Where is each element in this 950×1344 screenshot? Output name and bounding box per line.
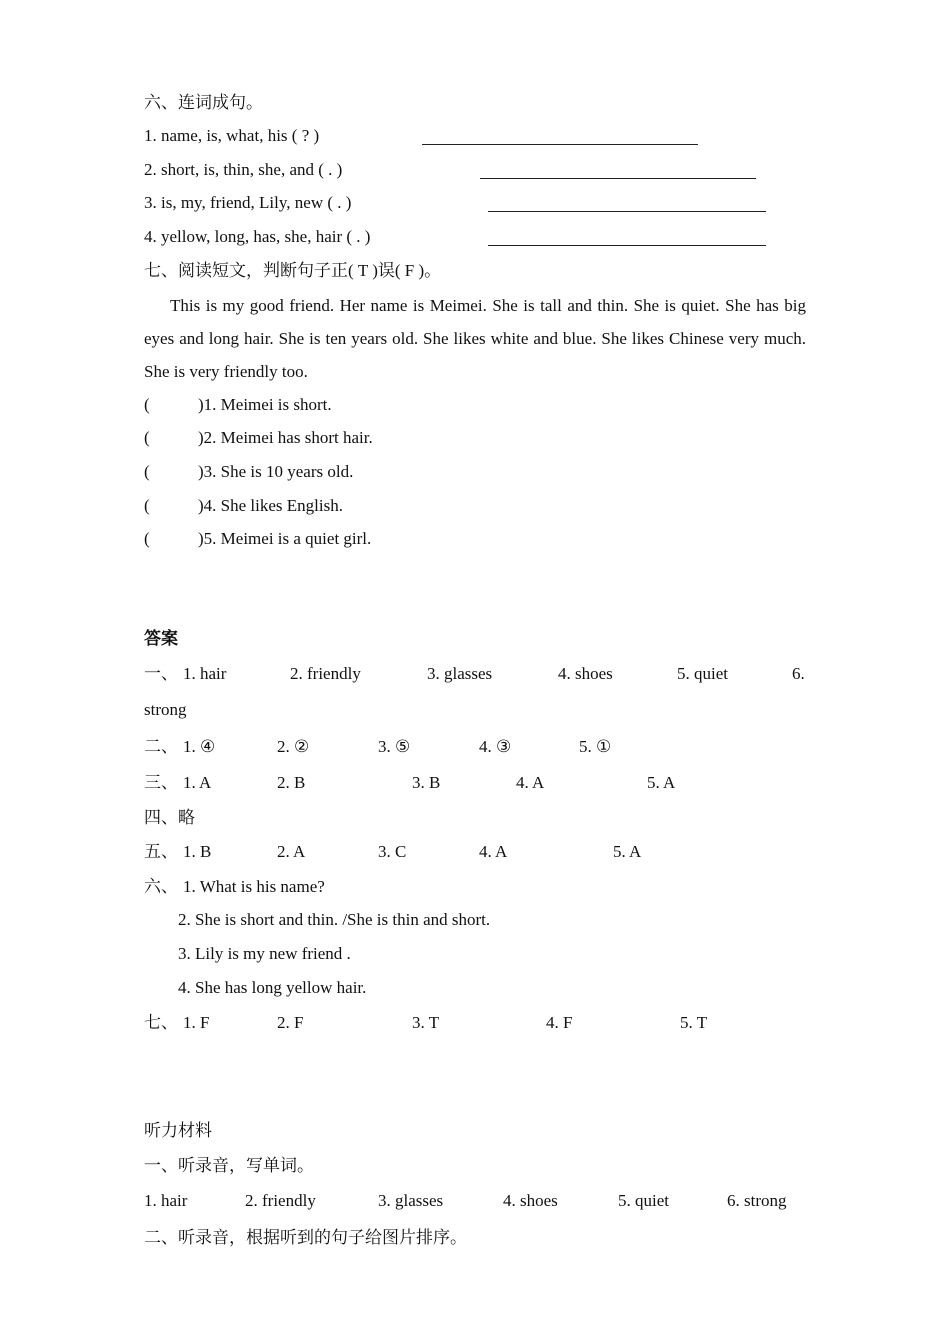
listening-word: 6. strong: [727, 1191, 787, 1210]
answer-1-wrap: strong: [144, 700, 187, 719]
section6-heading: 六、连词成句。: [144, 93, 263, 112]
answer-2-item: 3. ⑤: [378, 737, 411, 756]
sec6-item-4: 4. yellow, long, has, she, hair ( . ): [144, 227, 371, 246]
judge-item-4: )4. She likes English.: [198, 496, 343, 515]
listening-word: 4. shoes: [503, 1191, 558, 1210]
listening-word: 1. hair: [144, 1191, 188, 1210]
listening-word: 3. glasses: [378, 1191, 444, 1210]
answer-4: 四、略: [144, 808, 195, 827]
answer-6-line: 1. What is his name?: [183, 877, 325, 896]
sec6-item-2: 2. short, is, thin, she, and ( . ): [144, 160, 343, 179]
answer-5-item: 1. B: [183, 842, 212, 861]
answer-3-item: 3. B: [412, 773, 441, 792]
answer-7-item: 1. F: [183, 1013, 210, 1032]
answer-3-item: 5. A: [647, 773, 676, 792]
judge-item-5: )5. Meimei is a quiet girl.: [198, 529, 372, 548]
answer-5-item: 2. A: [277, 842, 306, 861]
section7-heading: 七、阅读短文，判断句子正( T )误( F )。: [144, 261, 442, 280]
answer-7-item: 3. T: [412, 1013, 440, 1032]
answer-2-prefix: 二、: [144, 737, 178, 756]
judge-paren[interactable]: (: [144, 395, 150, 414]
answer-3-prefix: 三、: [144, 773, 178, 792]
listening-heading: 听力材料: [144, 1121, 212, 1140]
answer-blank[interactable]: [480, 177, 756, 179]
answer-5-item: 3. C: [378, 842, 407, 861]
answer-5-item: 4. A: [479, 842, 508, 861]
answer-blank[interactable]: [488, 244, 766, 246]
judge-item-1: )1. Meimei is short.: [198, 395, 332, 414]
answer-3-item: 4. A: [516, 773, 545, 792]
answer-6-line: 2. She is short and thin. /She is thin and short.: [178, 910, 491, 929]
answer-blank[interactable]: [488, 210, 766, 212]
sec6-item-1: 1. name, is, what, his ( ? ): [144, 126, 320, 145]
answer-2-item: 2. ②: [277, 737, 310, 756]
answer-7-prefix: 七、: [144, 1013, 178, 1032]
answer-2-item: 5. ①: [579, 737, 612, 756]
answer-1-item: 2. friendly: [290, 664, 361, 683]
answer-1-item: 5. quiet: [677, 664, 728, 683]
answer-1-item: 3. glasses: [427, 664, 493, 683]
answer-7-item: 2. F: [277, 1013, 304, 1032]
answer-1-item: 6.: [792, 664, 805, 683]
judge-item-3: )3. She is 10 years old.: [198, 462, 354, 481]
answer-3-item: 2. B: [277, 773, 306, 792]
answer-1-prefix: 一、: [144, 664, 178, 683]
answer-5-prefix: 五、: [144, 842, 178, 861]
judge-paren[interactable]: (: [144, 462, 150, 481]
judge-paren[interactable]: (: [144, 496, 150, 515]
answer-blank[interactable]: [422, 143, 698, 145]
judge-paren[interactable]: (: [144, 529, 150, 548]
answer-6-line: 3. Lily is my new friend .: [178, 944, 351, 963]
answers-heading: 答案: [144, 629, 178, 648]
answer-1-item: 1. hair: [183, 664, 227, 683]
listening-part1: 一、听录音，写单词。: [144, 1156, 314, 1175]
reading-passage: This is my good friend. Her name is Meimei. She is tall and thin. She is quiet. She has big eyes and long hair. She is ten years old. She likes white and blue. She likes Chinese very much. She is very friendly too.: [144, 296, 806, 381]
answer-2-item: 4. ③: [479, 737, 512, 756]
listening-word: 2. friendly: [245, 1191, 316, 1210]
answer-2-item: 1. ④: [183, 737, 216, 756]
answer-7-item: 5. T: [680, 1013, 708, 1032]
judge-item-2: )2. Meimei has short hair.: [198, 428, 373, 447]
judge-paren[interactable]: (: [144, 428, 150, 447]
answer-6-prefix: 六、: [144, 877, 178, 896]
sec6-item-3: 3. is, my, friend, Lily, new ( . ): [144, 193, 352, 212]
answer-7-item: 4. F: [546, 1013, 573, 1032]
listening-part2: 二、听录音，根据听到的句子给图片排序。: [144, 1228, 467, 1247]
answer-5-item: 5. A: [613, 842, 642, 861]
listening-word: 5. quiet: [618, 1191, 669, 1210]
answer-3-item: 1. A: [183, 773, 212, 792]
answer-1-item: 4. shoes: [558, 664, 613, 683]
answer-6-line: 4. She has long yellow hair.: [178, 978, 367, 997]
